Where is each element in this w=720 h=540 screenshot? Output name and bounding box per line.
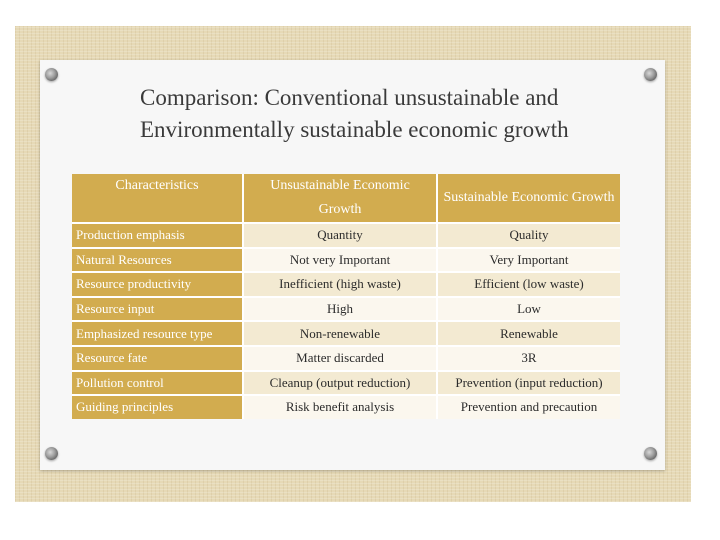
table-row bbox=[72, 297, 620, 322]
header-unsustainable: Unsustainable Economic Growth bbox=[243, 174, 437, 223]
pushpin-icon bbox=[644, 68, 657, 81]
row-characteristic: Natural Resources bbox=[72, 248, 243, 273]
table-row bbox=[72, 223, 620, 248]
table-row bbox=[72, 395, 620, 419]
slide-title bbox=[140, 82, 610, 146]
slide-title-line-2: Environmentally sustainable economic growth bbox=[140, 117, 569, 142]
table-header-row bbox=[72, 174, 620, 223]
table-row bbox=[72, 272, 620, 297]
row-sustainable-value: Quality bbox=[437, 223, 620, 248]
row-sustainable-value: Renewable bbox=[437, 321, 620, 346]
row-unsustainable-value: Non-renewable bbox=[243, 321, 437, 346]
comparison-table bbox=[72, 174, 620, 419]
row-sustainable-value: Low bbox=[437, 297, 620, 322]
table-row bbox=[72, 321, 620, 346]
table-row bbox=[72, 248, 620, 273]
table-row bbox=[72, 371, 620, 396]
row-characteristic: Resource fate bbox=[72, 346, 243, 371]
row-unsustainable-value: Risk benefit analysis bbox=[243, 395, 437, 419]
row-unsustainable-value: High bbox=[243, 297, 437, 322]
row-sustainable-value: Prevention and precaution bbox=[437, 395, 620, 419]
row-unsustainable-value: Matter discarded bbox=[243, 346, 437, 371]
pushpin-icon bbox=[45, 447, 58, 460]
row-characteristic: Emphasized resource type bbox=[72, 321, 243, 346]
row-unsustainable-value: Quantity bbox=[243, 223, 437, 248]
header-characteristics: Characteristics bbox=[72, 174, 243, 223]
table-row bbox=[72, 346, 620, 371]
row-characteristic: Guiding principles bbox=[72, 395, 243, 419]
header-sustainable: Sustainable Economic Growth bbox=[437, 174, 620, 223]
row-sustainable-value: 3R bbox=[437, 346, 620, 371]
slide-title-line-1: Comparison: Conventional unsustainable and bbox=[140, 85, 559, 110]
row-unsustainable-value: Inefficient (high waste) bbox=[243, 272, 437, 297]
row-characteristic: Pollution control bbox=[72, 371, 243, 396]
row-sustainable-value: Prevention (input reduction) bbox=[437, 371, 620, 396]
pushpin-icon bbox=[45, 68, 58, 81]
row-sustainable-value: Very Important bbox=[437, 248, 620, 273]
row-characteristic: Resource productivity bbox=[72, 272, 243, 297]
row-sustainable-value: Efficient (low waste) bbox=[437, 272, 620, 297]
row-characteristic: Production emphasis bbox=[72, 223, 243, 248]
row-unsustainable-value: Cleanup (output reduction) bbox=[243, 371, 437, 396]
row-characteristic: Resource input bbox=[72, 297, 243, 322]
row-unsustainable-value: Not very Important bbox=[243, 248, 437, 273]
pushpin-icon bbox=[644, 447, 657, 460]
